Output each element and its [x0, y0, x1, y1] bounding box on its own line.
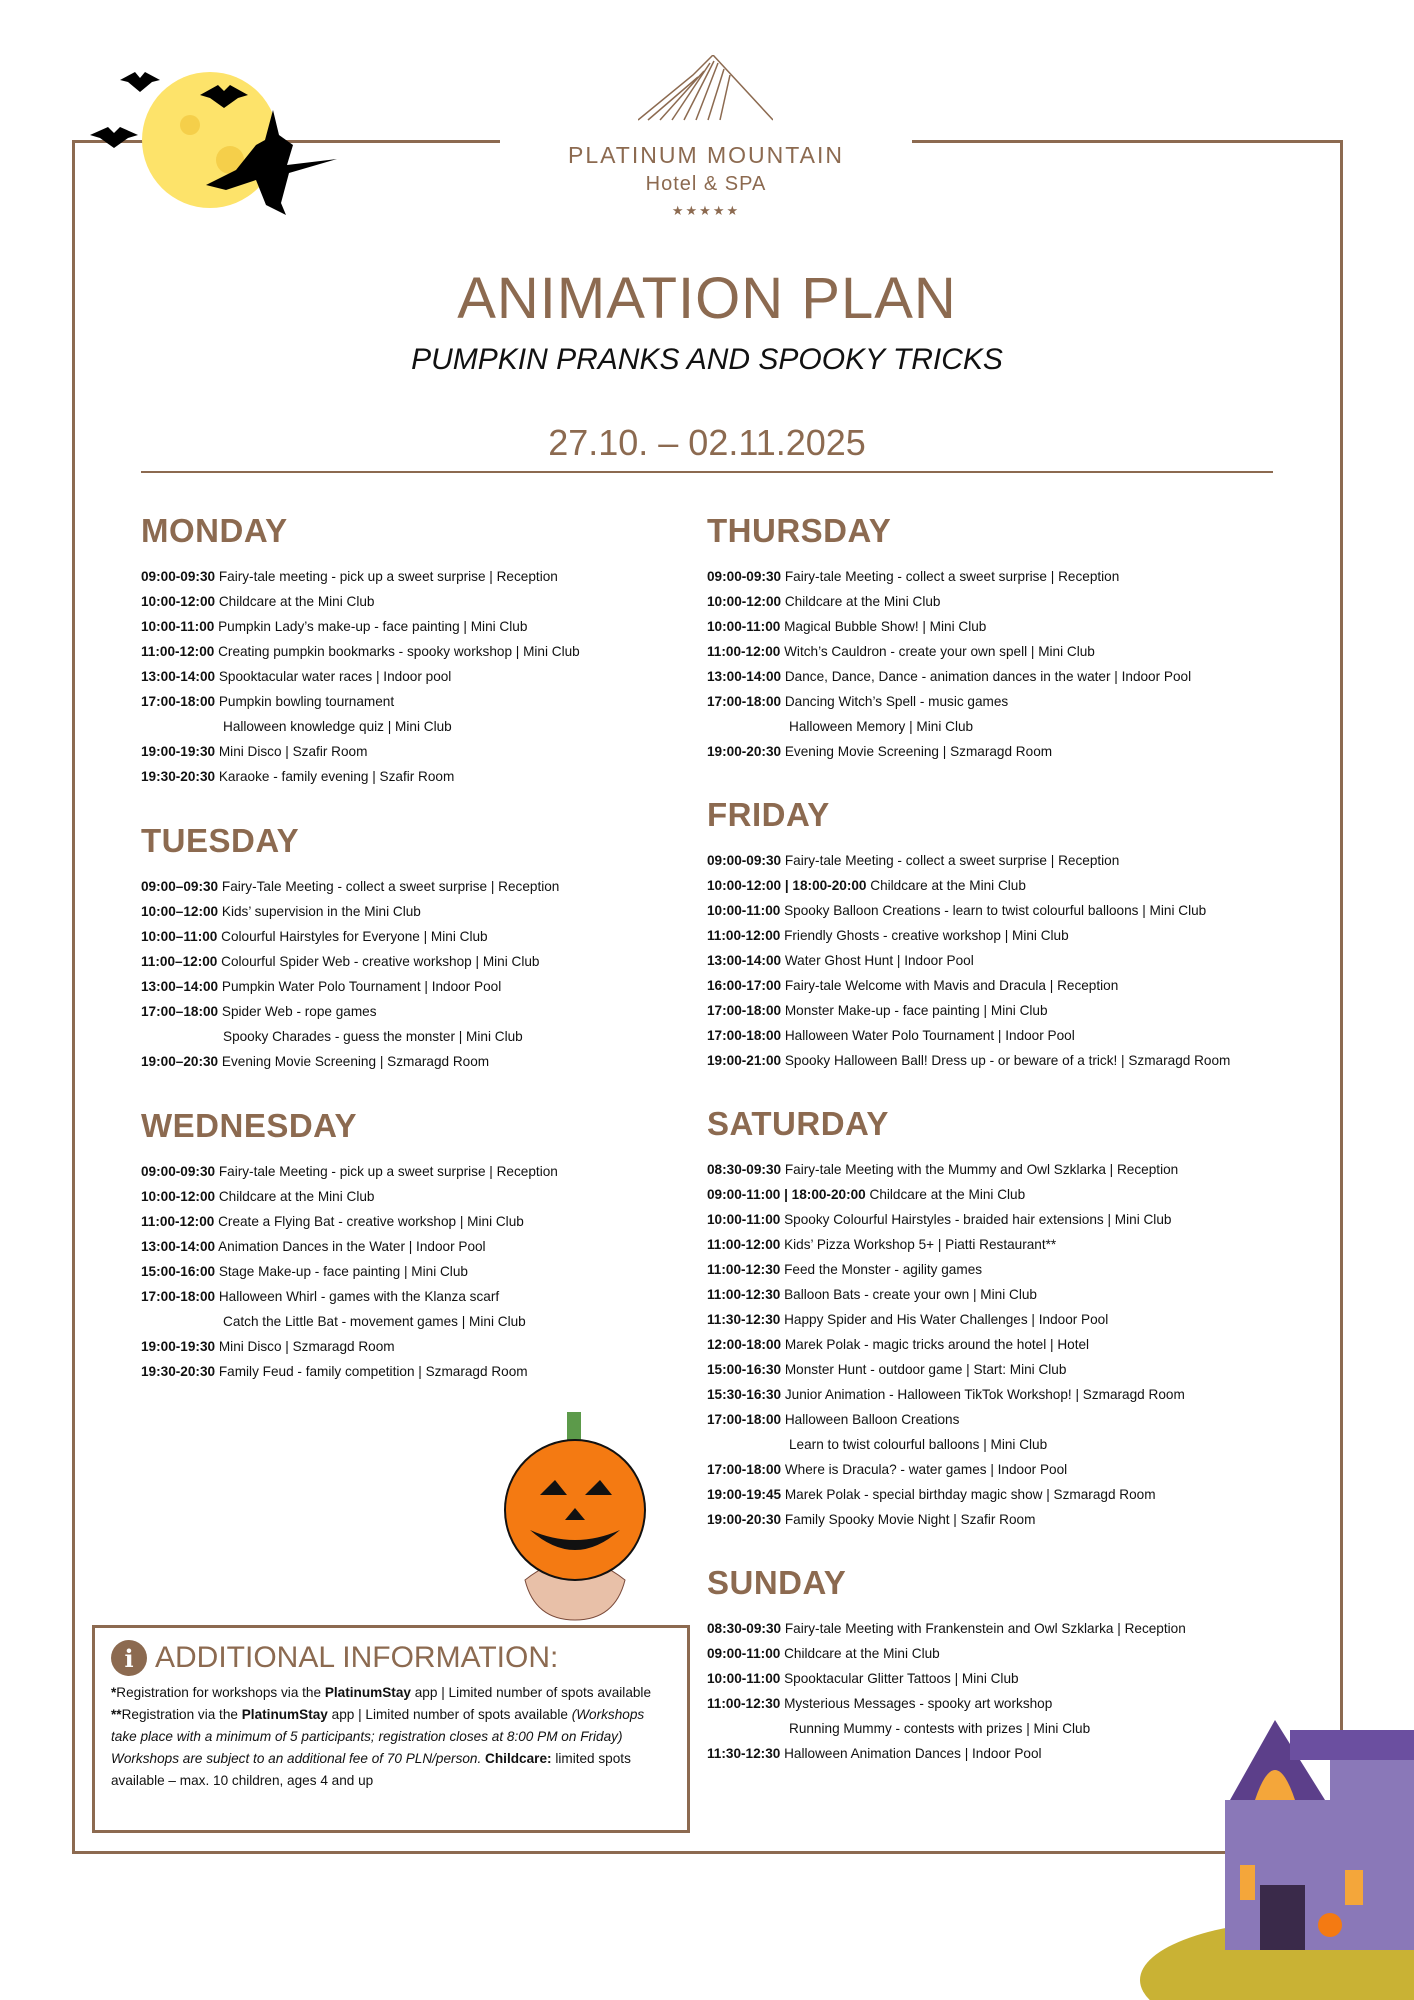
info-title: ADDITIONAL INFORMATION:	[155, 1641, 559, 1674]
entry-activity: Halloween Whirl - games with the Klanza scarf	[218, 1289, 500, 1304]
entry-time: 10:00-12:00	[707, 594, 782, 609]
entry-time: 15:00-16:30	[707, 1362, 782, 1377]
entry-time: 11:00-12:30	[707, 1287, 781, 1302]
entry-activity: Junior Animation - Halloween TikTok Workshop! | Szmaragd Room	[784, 1387, 1185, 1402]
entry-activity: Fairy-tale Welcome with Mavis and Dracula | Reception	[784, 978, 1119, 993]
entry-time: 11:00–12:00	[141, 954, 218, 969]
pumpkin-owl-illustration	[485, 1410, 665, 1625]
entry-time: 09:00-09:30	[141, 569, 216, 584]
entry-activity: Halloween Memory | Mini Club	[789, 719, 974, 734]
entry-activity: Childcare at the Mini Club	[869, 1187, 1026, 1202]
info-icon: i	[111, 1640, 147, 1676]
entry-activity: Witch’s Cauldron - create your own spell | Mini Club	[784, 644, 1095, 659]
schedule-entry	[707, 1182, 1185, 1207]
schedule-entry	[141, 1359, 558, 1384]
entry-activity: Spider Web - rope games	[221, 1004, 377, 1019]
entry-time: 08:30-09:30	[707, 1621, 782, 1636]
entry-activity: Kids’ supervision in the Mini Club	[221, 904, 421, 919]
schedule-entry	[707, 848, 1230, 873]
entry-time: 11:00-12:30	[707, 1696, 781, 1711]
entry-activity: Fairy-Tale Meeting - collect a sweet surprise | Reception	[221, 879, 560, 894]
hotel-subname: Hotel & SPA	[645, 173, 767, 195]
day-sunday	[707, 1564, 1186, 1766]
entry-activity: Mini Disco | Szmaragd Room	[218, 1339, 395, 1354]
entry-time: 09:00-11:00	[707, 1646, 781, 1661]
day-heading: TUESDAY	[141, 822, 300, 859]
entry-time: 13:00-14:00	[707, 953, 782, 968]
entry-activity: Mysterious Messages - spooky art workshop	[784, 1696, 1053, 1711]
schedule-entry	[707, 998, 1230, 1023]
day-heading: SUNDAY	[707, 1564, 847, 1601]
entry-time: 19:30-20:30	[141, 769, 216, 784]
entry-time: 08:30-09:30	[707, 1162, 782, 1177]
entry-activity: Pumpkin Lady’s make-up - face painting | Mini Club	[218, 619, 528, 634]
entry-activity: Fairy-tale Meeting with Frankenstein and Owl Szklarka | Reception	[784, 1621, 1186, 1636]
entry-time: 19:00-20:30	[707, 1512, 782, 1527]
page-subtitle: PUMPKIN PRANKS AND SPOOKY TRICKS	[411, 343, 1003, 376]
entry-activity: Fairy-tale meeting - pick up a sweet surprise | Reception	[218, 569, 558, 584]
entry-time: 19:00-21:00	[707, 1053, 782, 1068]
day-wednesday	[141, 1107, 558, 1384]
schedule-entry	[141, 1159, 558, 1184]
additional-info-box	[92, 1625, 690, 1833]
schedule-entry-continued	[141, 1309, 558, 1334]
entry-time: 19:00-19:45	[707, 1487, 782, 1502]
entry-time: 09:00-09:30	[707, 569, 782, 584]
entry-time: 13:00-14:00	[141, 669, 216, 684]
schedule-entry	[141, 1259, 558, 1284]
schedule-entry	[141, 564, 580, 589]
entry-activity: Learn to twist colourful balloons | Mini Club	[789, 1437, 1048, 1452]
schedule-entry	[707, 1307, 1185, 1332]
entry-activity: Fairy-tale Meeting - collect a sweet surprise | Reception	[784, 853, 1120, 868]
entry-activity: Mini Disco | Szafir Room	[218, 744, 368, 759]
moon-witch-bats-illustration	[90, 50, 360, 265]
schedule-entry	[707, 1691, 1186, 1716]
entry-time: 19:00-19:30	[141, 1339, 216, 1354]
entry-time: 13:00-14:00	[707, 669, 782, 684]
info-note-1: *Registration for workshops via the PlatinumStay app | Limited number of spots available	[111, 1685, 652, 1700]
entry-activity: Marek Polak - magic tricks around the hotel | Hotel	[784, 1337, 1090, 1352]
entry-time: 11:00-12:00	[707, 1237, 781, 1252]
schedule-entry	[141, 614, 580, 639]
day-heading: FRIDAY	[707, 796, 830, 833]
schedule-entry	[707, 1048, 1230, 1073]
hotel-logo	[500, 50, 912, 219]
schedule-entry	[141, 899, 559, 924]
entry-time: 19:00-20:30	[707, 744, 782, 759]
entry-time: 11:30-12:30	[707, 1312, 781, 1327]
page-title: ANIMATION PLAN	[457, 266, 957, 331]
entry-time: 17:00-18:00	[707, 1028, 782, 1043]
entry-activity: Magical Bubble Show! | Mini Club	[784, 619, 987, 634]
schedule-entry	[707, 898, 1230, 923]
entry-time: 17:00-18:00	[707, 1003, 782, 1018]
entry-time: 10:00-12:00	[141, 1189, 216, 1204]
entry-activity: Balloon Bats - create your own | Mini Club	[784, 1287, 1037, 1302]
schedule-entry	[707, 1482, 1185, 1507]
schedule-entry	[707, 1357, 1185, 1382]
entry-time: 17:00-18:00	[141, 694, 216, 709]
entry-activity: Water Ghost Hunt | Indoor Pool	[784, 953, 974, 968]
entry-time: 12:00-18:00	[707, 1337, 782, 1352]
entry-activity: Spooktacular Glitter Tattoos | Mini Club	[784, 1671, 1019, 1686]
schedule-entry	[707, 1282, 1185, 1307]
entry-time: 17:00-18:00	[707, 694, 782, 709]
entry-activity: Spooky Halloween Ball! Dress up - or beware of a trick! | Szmaragd Room	[784, 1053, 1231, 1068]
entry-activity: Karaoke - family evening | Szafir Room	[218, 769, 455, 784]
schedule-entry	[707, 1457, 1185, 1482]
entry-time: 09:00-09:30	[707, 853, 782, 868]
entry-activity: Halloween Balloon Creations	[784, 1412, 960, 1427]
schedule-entry	[141, 664, 580, 689]
entry-activity: Running Mummy - contests with prizes | Mini Club	[789, 1721, 1091, 1736]
schedule-entry	[707, 1232, 1185, 1257]
entry-activity: Spooky Balloon Creations - learn to twist colourful balloons | Mini Club	[784, 903, 1207, 918]
schedule-entry-continued	[707, 1432, 1185, 1457]
entry-time: 11:00-12:00	[707, 644, 781, 659]
schedule-entry	[707, 948, 1230, 973]
day-thursday	[707, 512, 1191, 764]
entry-activity: Childcare at the Mini Club	[218, 1189, 375, 1204]
schedule-entry	[707, 564, 1191, 589]
entry-time: 11:00-12:00	[141, 1214, 215, 1229]
schedule-entry-continued	[141, 1024, 559, 1049]
schedule-entry	[707, 923, 1230, 948]
schedule-entry	[707, 614, 1191, 639]
entry-time: 13:00–14:00	[141, 979, 219, 994]
schedule-entry	[141, 999, 559, 1024]
entry-activity: Marek Polak - special birthday magic show | Szmaragd Room	[784, 1487, 1156, 1502]
entry-time: 19:30-20:30	[141, 1364, 216, 1379]
entry-time: 10:00-11:00	[707, 619, 781, 634]
info-note-2: **Registration via the PlatinumStay app | Limited number of spots available (Workshops take place with a minimum of 5 participants; registration closes at 8:00 PM on Friday) Workshops are subject to an additional fee of 70 PLN/person. Childcare: limited spots available – max. 10 children, ages 4 and up	[111, 1707, 645, 1788]
schedule-entry-continued	[141, 714, 580, 739]
schedule-entry	[141, 1334, 558, 1359]
day-heading: THURSDAY	[707, 512, 892, 549]
entry-time: 10:00-11:00	[141, 619, 215, 634]
entry-time: 09:00–09:30	[141, 879, 219, 894]
day-monday	[141, 512, 580, 789]
schedule-entry	[707, 1332, 1185, 1357]
entry-time: 10:00-12:00 | 18:00-20:00	[707, 878, 867, 893]
entry-activity: Halloween knowledge quiz | Mini Club	[223, 719, 452, 734]
schedule-entry	[707, 1741, 1186, 1766]
entry-activity: Monster Make-up - face painting | Mini Club	[784, 1003, 1048, 1018]
entry-activity: Stage Make-up - face painting | Mini Club	[218, 1264, 468, 1279]
entry-activity: Halloween Water Polo Tournament | Indoor Pool	[784, 1028, 1075, 1043]
entry-time: 10:00–11:00	[141, 929, 218, 944]
entry-activity: Dance, Dance, Dance - animation dances in the water | Indoor Pool	[784, 669, 1192, 684]
schedule-entry	[141, 1284, 558, 1309]
entry-activity: Family Feud - family competition | Szmaragd Room	[218, 1364, 528, 1379]
day-heading: MONDAY	[141, 512, 288, 549]
schedule-entry	[707, 1407, 1185, 1432]
entry-activity: Spooky Colourful Hairstyles - braided hair extensions | Mini Club	[784, 1212, 1172, 1227]
entry-time: 17:00–18:00	[141, 1004, 219, 1019]
day-friday	[707, 796, 1230, 1073]
entry-time: 10:00-11:00	[707, 1671, 781, 1686]
entry-activity: Monster Hunt - outdoor game | Start: Mini Club	[784, 1362, 1067, 1377]
entry-activity: Spooktacular water races | Indoor pool	[218, 669, 452, 684]
hotel-name: PLATINUM MOUNTAIN	[568, 142, 844, 168]
entry-activity: Colourful Spider Web - creative workshop | Mini Club	[221, 954, 540, 969]
entry-activity: Family Spooky Movie Night | Szafir Room	[784, 1512, 1036, 1527]
entry-activity: Evening Movie Screening | Szmaragd Room	[221, 1054, 490, 1069]
entry-activity: Spooky Charades - guess the monster | Mini Club	[223, 1029, 523, 1044]
schedule-entry	[707, 1616, 1186, 1641]
schedule-entry	[707, 1382, 1185, 1407]
schedule-entry	[141, 974, 559, 999]
schedule-entry	[141, 1209, 558, 1234]
schedule-entry	[141, 1234, 558, 1259]
entry-activity: Fairy-tale Meeting - collect a sweet surprise | Reception	[784, 569, 1120, 584]
schedule-entry	[141, 1184, 558, 1209]
entry-time: 09:00-09:30	[141, 1164, 216, 1179]
schedule-entry	[707, 1157, 1185, 1182]
entry-activity: Create a Flying Bat - creative workshop | Mini Club	[218, 1214, 524, 1229]
schedule-entry	[141, 589, 580, 614]
entry-activity: Dancing Witch’s Spell - music games	[784, 694, 1009, 709]
schedule-entry	[707, 873, 1230, 898]
star-rating: ★★★★★	[671, 204, 741, 219]
entry-time: 15:00-16:00	[141, 1264, 216, 1279]
entry-time: 11:30-12:30	[707, 1746, 781, 1761]
entry-time: 10:00-12:00	[141, 594, 216, 609]
entry-activity: Kids’ Pizza Workshop 5+ | Piatti Restaurant**	[784, 1237, 1057, 1252]
haunted-house-illustration	[1140, 1660, 1414, 2000]
schedule-entry	[141, 639, 580, 664]
entry-activity: Childcare at the Mini Club	[784, 1646, 940, 1661]
divider	[141, 471, 1273, 473]
schedule-entry	[707, 639, 1191, 664]
entry-time: 17:00-18:00	[707, 1462, 782, 1477]
schedule-entry-continued	[707, 1716, 1186, 1741]
entry-activity: Creating pumpkin bookmarks - spooky workshop | Mini Club	[218, 644, 580, 659]
schedule-entry	[707, 1023, 1230, 1048]
entry-activity: Animation Dances in the Water | Indoor Pool	[218, 1239, 486, 1254]
entry-time: 13:00-14:00	[141, 1239, 216, 1254]
entry-activity: Fairy-tale Meeting - pick up a sweet surprise | Reception	[218, 1164, 558, 1179]
entry-activity: Pumpkin Water Polo Tournament | Indoor Pool	[221, 979, 502, 994]
entry-activity: Happy Spider and His Water Challenges | Indoor Pool	[784, 1312, 1109, 1327]
entry-time: 19:00–20:30	[141, 1054, 219, 1069]
entry-time: 16:00-17:00	[707, 978, 782, 993]
entry-activity: Halloween Animation Dances | Indoor Pool	[784, 1746, 1042, 1761]
schedule-entry	[141, 764, 580, 789]
schedule-entry	[141, 924, 559, 949]
schedule-entry	[141, 739, 580, 764]
schedule-entry	[141, 949, 559, 974]
schedule-entry	[707, 1666, 1186, 1691]
schedule-entry	[707, 1641, 1186, 1666]
entry-activity: Catch the Little Bat - movement games | Mini Club	[223, 1314, 526, 1329]
schedule-entry	[141, 689, 580, 714]
entry-time: 11:00-12:00	[141, 644, 215, 659]
day-heading: WEDNESDAY	[141, 1107, 357, 1144]
entry-activity: Childcare at the Mini Club	[870, 878, 1026, 893]
day-heading: SATURDAY	[707, 1105, 889, 1142]
entry-time: 17:00-18:00	[141, 1289, 216, 1304]
entry-time: 19:00-19:30	[141, 744, 216, 759]
schedule-entry	[707, 664, 1191, 689]
entry-time: 15:30-16:30	[707, 1387, 782, 1402]
schedule-entry	[707, 1507, 1185, 1532]
entry-time: 10:00-11:00	[707, 1212, 781, 1227]
schedule-entry	[707, 1257, 1185, 1282]
entry-activity: Fairy-tale Meeting with the Mummy and Owl Szklarka | Reception	[784, 1162, 1179, 1177]
entry-activity: Childcare at the Mini Club	[784, 594, 941, 609]
schedule-entry	[141, 874, 559, 899]
mountain-logo-icon	[638, 55, 773, 125]
schedule-entry	[707, 973, 1230, 998]
entry-activity: Where is Dracula? - water games | Indoor Pool	[784, 1462, 1068, 1477]
entry-activity: Friendly Ghosts - creative workshop | Mini Club	[784, 928, 1069, 943]
entry-time: 09:00-11:00 | 18:00-20:00	[707, 1187, 866, 1202]
date-range: 27.10. – 02.11.2025	[548, 422, 866, 463]
schedule-entry	[707, 689, 1191, 714]
schedule-entry	[141, 1049, 559, 1074]
entry-time: 11:00-12:30	[707, 1262, 781, 1277]
day-saturday	[707, 1105, 1185, 1532]
schedule-entry-continued	[707, 714, 1191, 739]
entry-activity: Feed the Monster - agility games	[784, 1262, 983, 1277]
entry-activity: Evening Movie Screening | Szmaragd Room	[784, 744, 1053, 759]
entry-time: 10:00-11:00	[707, 903, 781, 918]
schedule-entry	[707, 739, 1191, 764]
schedule-entry	[707, 1207, 1185, 1232]
day-tuesday	[141, 822, 559, 1074]
schedule-entry	[707, 589, 1191, 614]
entry-activity: Childcare at the Mini Club	[218, 594, 375, 609]
entry-time: 10:00–12:00	[141, 904, 219, 919]
entry-time: 11:00-12:00	[707, 928, 781, 943]
entry-activity: Pumpkin bowling tournament	[218, 694, 395, 709]
entry-time: 17:00-18:00	[707, 1412, 782, 1427]
entry-activity: Colourful Hairstyles for Everyone | Mini Club	[221, 929, 488, 944]
